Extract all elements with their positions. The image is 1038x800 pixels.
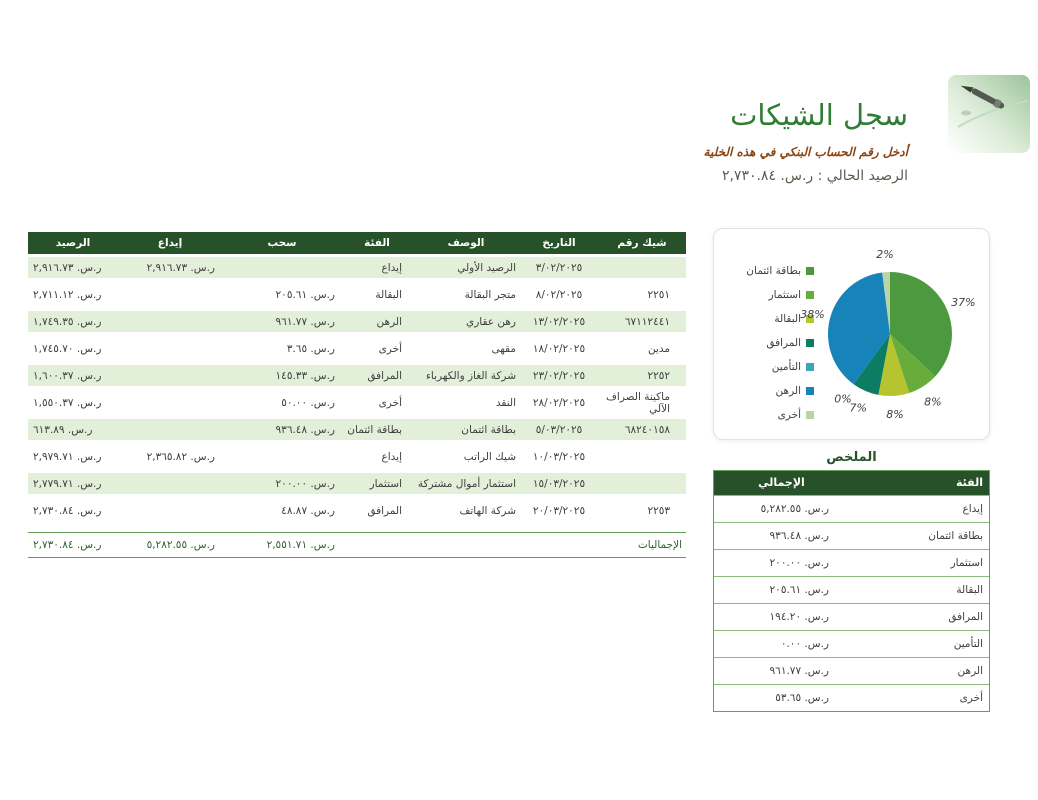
cell-check[interactable]: ٢٢٥٢ bbox=[647, 369, 670, 382]
cell-date[interactable]: ١٥/٠٣/٢٠٢٥ bbox=[532, 477, 586, 490]
register-header-desc: الوصف bbox=[447, 237, 485, 249]
register-header-check: شيك رقم bbox=[617, 237, 667, 249]
cell-balance[interactable]: ر.س. ٢,٧٣٠.٨٤ bbox=[33, 504, 102, 517]
pie-percent-label: 0% bbox=[834, 392, 852, 406]
current-balance-text: الرصيد الحالي : ر.س. ٢,٧٣٠.٨٤ bbox=[721, 168, 908, 184]
cell-check[interactable]: ٢٢٥١ bbox=[647, 288, 670, 301]
cell-withdraw[interactable]: ر.س. ٣.٦٥ bbox=[286, 342, 335, 355]
summary-total-cell[interactable]: ر.س. ٢٠٠.٠٠ bbox=[769, 557, 829, 569]
register-row bbox=[28, 362, 686, 389]
cell-date[interactable]: ٢٠/٠٣/٢٠٢٥ bbox=[532, 504, 586, 517]
cell-desc[interactable]: بطاقة ائتمان bbox=[461, 423, 516, 436]
register-header-balance: الرصيد bbox=[55, 237, 91, 249]
summary-total-cell[interactable]: ر.س. ١٩٤.٢٠ bbox=[769, 611, 829, 623]
cell-withdraw[interactable]: ر.س. ٥٠.٠٠ bbox=[281, 396, 335, 409]
cell-withdraw[interactable]: ر.س. ٢٠٠.٠٠ bbox=[275, 477, 335, 490]
register-row bbox=[28, 335, 686, 362]
register-header-row bbox=[28, 232, 686, 254]
totals-balance[interactable]: ر.س. ٢,٧٣٠.٨٤ bbox=[33, 539, 102, 551]
pen-on-paper-image bbox=[948, 75, 1030, 153]
cell-check[interactable]: ٢٢٥٣ bbox=[647, 504, 670, 517]
summary-category-cell[interactable]: الرهن bbox=[957, 665, 983, 677]
cell-balance[interactable]: ر.س. ١,٦٠٠.٣٧ bbox=[33, 369, 102, 382]
summary-row bbox=[714, 603, 989, 630]
summary-category-cell[interactable]: إيداع bbox=[962, 503, 983, 515]
cell-check[interactable]: ماكينة الصراف الآلي bbox=[606, 390, 670, 415]
register-row bbox=[28, 470, 686, 497]
register-header-withdraw: سحب bbox=[267, 237, 297, 249]
totals-withdraw[interactable]: ر.س. ٢,٥٥١.٧١ bbox=[266, 539, 335, 551]
cell-balance[interactable]: ر.س. ٢,٧٧٩.٧١ bbox=[33, 477, 102, 490]
summary-col-total: الإجمالي bbox=[758, 476, 805, 489]
summary-row bbox=[714, 576, 989, 603]
summary-total-cell[interactable]: ر.س. ٩٣٦.٤٨ bbox=[769, 530, 829, 542]
cell-desc[interactable]: مقهى bbox=[491, 342, 516, 355]
register-row bbox=[28, 389, 686, 416]
cell-balance[interactable]: ر.س. ٦١٣.٨٩ bbox=[33, 423, 93, 436]
summary-rows bbox=[714, 495, 989, 711]
cell-cat[interactable]: البقالة bbox=[375, 288, 402, 301]
summary-category-cell[interactable]: استثمار bbox=[950, 557, 983, 569]
cell-date[interactable]: ١٣/٠٢/٢٠٢٥ bbox=[532, 315, 586, 328]
cell-check[interactable]: ٦٧١١٢٤٤١ bbox=[624, 315, 670, 328]
legend-label: أخرى bbox=[777, 409, 801, 421]
register-header-date: التاريخ bbox=[542, 237, 576, 249]
spending-pie-chart-card bbox=[713, 228, 990, 440]
summary-category-cell[interactable]: التأمين bbox=[953, 638, 983, 650]
pie-percent-label: 7% bbox=[849, 401, 867, 415]
summary-row bbox=[714, 684, 989, 711]
legend-label: الرهن bbox=[775, 385, 801, 397]
totals-deposit[interactable]: ر.س. ٥,٢٨٢.٥٥ bbox=[146, 539, 215, 551]
summary-block bbox=[713, 450, 990, 712]
cell-cat[interactable]: إيداع bbox=[381, 261, 402, 274]
cell-cat[interactable]: بطاقة ائتمان bbox=[347, 423, 402, 436]
cell-cat[interactable]: أخرى bbox=[378, 396, 402, 409]
cell-date[interactable]: ٢٣/٠٢/٢٠٢٥ bbox=[532, 369, 586, 382]
cell-desc[interactable]: شيك الراتب bbox=[463, 450, 516, 463]
summary-row bbox=[714, 549, 989, 576]
cell-cat[interactable]: الرهن bbox=[376, 315, 402, 328]
register-row bbox=[28, 416, 686, 443]
summary-row bbox=[714, 522, 989, 549]
cell-withdraw[interactable]: ر.س. ٩٣٦.٤٨ bbox=[275, 423, 335, 436]
register-header-cat: الفئة bbox=[364, 237, 390, 249]
cell-desc[interactable]: الرصيد الأولي bbox=[457, 261, 516, 274]
cell-deposit[interactable]: ر.س. ٢,٩١٦.٧٣ bbox=[146, 261, 215, 274]
register-totals-row bbox=[28, 532, 686, 558]
cell-desc[interactable]: رهن عقاري bbox=[465, 315, 516, 328]
account-number-hint-cell[interactable]: أدخل رقم الحساب البنكي في هذه الخلية bbox=[703, 145, 908, 159]
register-row bbox=[28, 281, 686, 308]
pie-chart bbox=[714, 229, 991, 441]
pie-percent-label: 8% bbox=[924, 395, 942, 409]
page-title: سجل الشيكات bbox=[730, 98, 908, 132]
summary-col-category: الفئة bbox=[956, 476, 983, 489]
cell-withdraw[interactable]: ر.س. ٤٨.٨٧ bbox=[281, 504, 335, 517]
register-row bbox=[28, 497, 686, 524]
cell-cat[interactable]: إيداع bbox=[381, 450, 402, 463]
cell-withdraw[interactable]: ر.س. ٢٠٥.٦١ bbox=[275, 288, 335, 301]
check-register-table bbox=[28, 232, 686, 558]
legend-label: التأمين bbox=[771, 361, 801, 373]
cell-balance[interactable]: ر.س. ٢,٧١١.١٢ bbox=[33, 288, 102, 301]
cell-deposit[interactable]: ر.س. ٢,٣٦٥.٨٢ bbox=[146, 450, 215, 463]
cell-cat[interactable]: المرافق bbox=[367, 369, 402, 382]
pie-percent-label: 38% bbox=[800, 308, 825, 322]
pie-percent-label: 8% bbox=[886, 407, 904, 421]
cell-desc[interactable]: شركة الهاتف bbox=[459, 504, 516, 517]
legend-label: المرافق bbox=[766, 337, 801, 349]
summary-category-cell[interactable]: بطاقة ائتمان bbox=[928, 530, 983, 542]
cell-desc[interactable]: استثمار أموال مشتركة bbox=[417, 477, 516, 490]
cell-balance[interactable]: ر.س. ٢,٩١٦.٧٣ bbox=[33, 261, 102, 274]
summary-total-cell[interactable]: ر.س. ٠.٠٠ bbox=[780, 638, 829, 650]
legend-label: استثمار bbox=[768, 289, 801, 301]
cell-date[interactable]: ٨/٠٢/٢٠٢٥ bbox=[535, 288, 583, 301]
cell-check[interactable]: ٦٨٢٤٠١٥٨ bbox=[624, 423, 670, 436]
cell-date[interactable]: ٣/٠٢/٢٠٢٥ bbox=[535, 261, 583, 274]
summary-header-row bbox=[714, 471, 989, 495]
pie-percent-label: 37% bbox=[951, 296, 976, 310]
cell-date[interactable]: ١٠/٠٣/٢٠٢٥ bbox=[532, 450, 586, 463]
cell-desc[interactable]: متجر البقالة bbox=[464, 288, 516, 301]
cell-cat[interactable]: المرافق bbox=[367, 504, 402, 517]
cell-date[interactable]: ١٨/٠٢/٢٠٢٥ bbox=[532, 342, 586, 355]
cell-desc[interactable]: النقد bbox=[495, 396, 516, 409]
cell-balance[interactable]: ر.س. ١,٧٤٩.٣٥ bbox=[33, 315, 102, 328]
cell-desc[interactable]: شركة الغاز والكهرباء bbox=[425, 369, 516, 382]
register-row bbox=[28, 254, 686, 281]
cell-cat[interactable]: أخرى bbox=[378, 342, 402, 355]
summary-total-cell[interactable]: ر.س. ٥,٢٨٢.٥٥ bbox=[760, 503, 829, 515]
cell-balance[interactable]: ر.س. ٢,٩٧٩.٧١ bbox=[33, 450, 102, 463]
totals-check[interactable]: الإجماليات bbox=[637, 539, 682, 551]
cell-withdraw[interactable]: ر.س. ١٤٥.٣٣ bbox=[275, 369, 335, 382]
pen-photo-decoration bbox=[948, 75, 1030, 153]
summary-title: الملخص bbox=[826, 450, 877, 465]
cell-withdraw[interactable]: ر.س. ٩٦١.٧٧ bbox=[275, 315, 335, 328]
cell-date[interactable]: ٢٨/٠٢/٢٠٢٥ bbox=[532, 396, 586, 409]
summary-category-cell[interactable]: أخرى bbox=[959, 692, 983, 704]
summary-category-cell[interactable]: البقالة bbox=[956, 584, 983, 596]
register-header-deposit: إيداع bbox=[157, 237, 183, 249]
legend-label: البقالة bbox=[774, 313, 801, 325]
pie-percent-label: 2% bbox=[876, 248, 894, 262]
summary-total-cell[interactable]: ر.س. ٩٦١.٧٧ bbox=[769, 665, 829, 677]
register-row bbox=[28, 308, 686, 335]
cell-date[interactable]: ٥/٠٣/٢٠٢٥ bbox=[535, 423, 583, 436]
summary-table bbox=[713, 470, 990, 712]
legend-label: بطاقة ائتمان bbox=[746, 265, 801, 277]
summary-row bbox=[714, 657, 989, 684]
cell-balance[interactable]: ر.س. ١,٧٤٥.٧٠ bbox=[33, 342, 102, 355]
summary-total-cell[interactable]: ر.س. ٥٣.٦٥ bbox=[775, 692, 829, 704]
summary-category-cell[interactable]: المرافق bbox=[948, 611, 983, 623]
summary-row bbox=[714, 495, 989, 522]
summary-total-cell[interactable]: ر.س. ٢٠٥.٦١ bbox=[769, 584, 829, 596]
cell-balance[interactable]: ر.س. ١,٥٥٠.٣٧ bbox=[33, 396, 102, 409]
register-row bbox=[28, 443, 686, 470]
summary-row bbox=[714, 630, 989, 657]
header-block bbox=[668, 98, 908, 184]
cell-cat[interactable]: استثمار bbox=[369, 477, 402, 490]
register-rows bbox=[28, 254, 686, 524]
cell-check[interactable]: مدين bbox=[647, 342, 670, 355]
